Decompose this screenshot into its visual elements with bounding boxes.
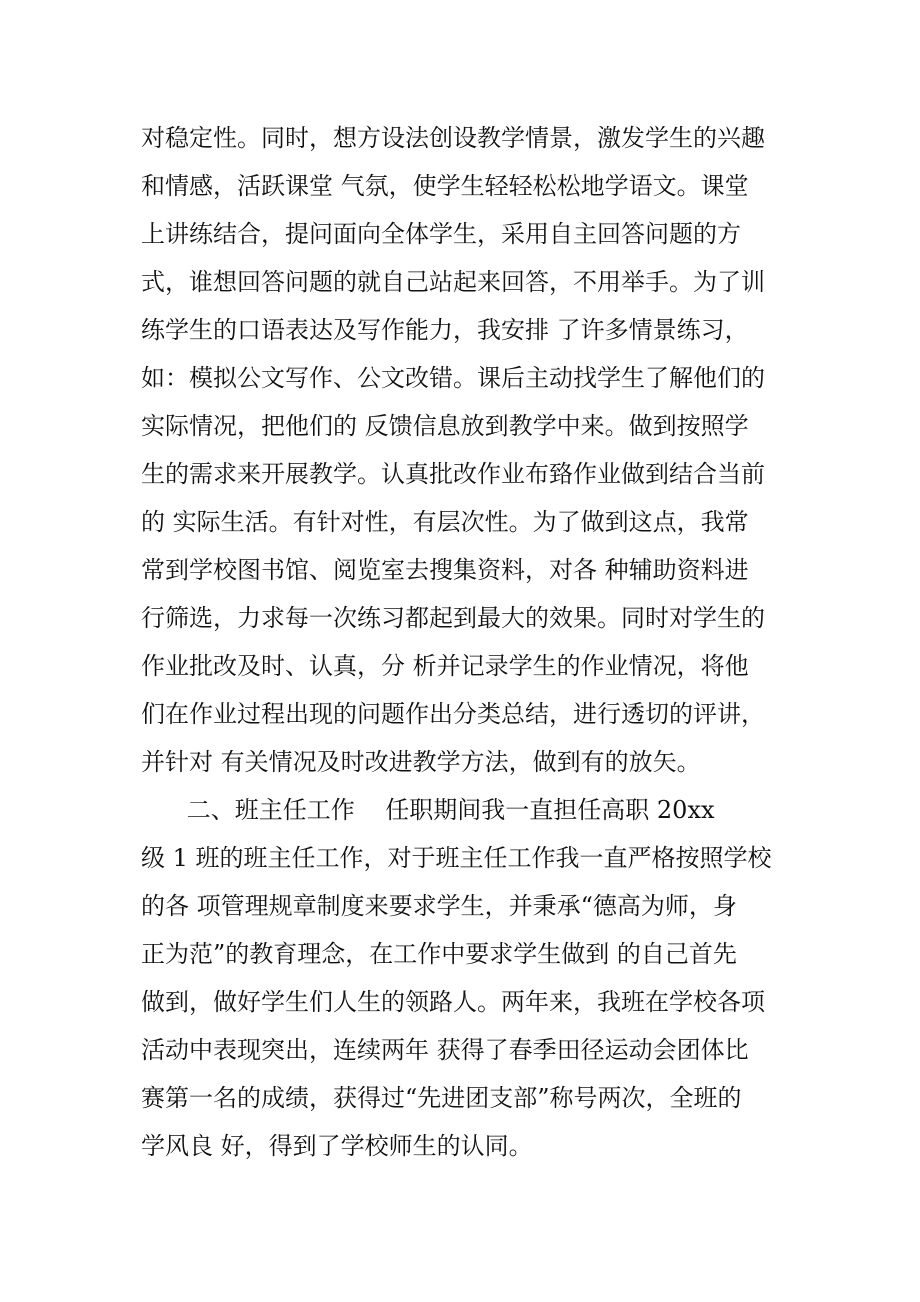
text-line-5: 练学生的口语表达及写作能力，我安排 了许多情景练习，	[141, 316, 749, 344]
text-line-17: 的各 项管理规章制度来要求学生，并秉承“德高为师，身	[141, 892, 737, 920]
text-line-16: 级 1 班的班主任工作，对于班主任工作我一直严格按照学校	[141, 844, 772, 872]
text-line-1: 对稳定性。同时，想方设法创设教学情景，激发学生的兴趣	[141, 124, 765, 152]
text-line-10: 常到学校图书馆、阅览室去搜集资料，对各 种辅助资料进	[141, 556, 749, 584]
section-heading-line: 二、班主任工作 任职期间我一直担任高职 20xx	[141, 796, 715, 824]
text-line-4: 式，谁想回答问题的就自己站起来回答，不用举手。为了训	[141, 268, 765, 296]
text-line-14: 并针对 有关情况及时改进教学方法，做到有的放矢。	[141, 748, 701, 776]
text-line-3: 上讲练结合，提问面向全体学生，采用自主回答问题的方	[141, 220, 741, 248]
text-line-12: 作业批改及时、认真，分 析并记录学生的作业情况，将他	[141, 652, 749, 680]
text-line-18: 正为范”的教育理念，在工作中要求学生做到 的自己首先	[141, 940, 737, 968]
text-line-8: 生的需求来开展教学。认真批改作业布臵作业做到结合当前	[141, 460, 765, 488]
text-line-13: 们在作业过程出现的问题作出分类总结，进行透切的评讲，	[141, 700, 765, 728]
text-line-22: 学风良 好，得到了学校师生的认同。	[141, 1132, 533, 1160]
text-line-9: 的 实际生活。有针对性，有层次性。为了做到这点，我常	[141, 508, 749, 536]
text-line-6: 如：模拟公文写作、公文改错。课后主动找学生了解他们的	[141, 364, 765, 392]
text-line-21: 赛第一名的成绩，获得过“先进团支部”称号两次，全班的	[141, 1084, 742, 1112]
text-line-2: 和情感，活跃课堂 气氛，使学生轻轻松松地学语文。课堂	[141, 172, 749, 200]
text-line-20: 活动中表现突出，连续两年 获得了春季田径运动会团体比	[141, 1036, 749, 1064]
text-line-19: 做到，做好学生们人生的领路人。两年来，我班在学校各项	[141, 988, 765, 1016]
body-text	[141, 114, 791, 1170]
text-line-11: 行筛选，力求每一次练习都起到最大的效果。同时对学生的	[141, 604, 765, 632]
text-line-7: 实际情况，把他们的 反馈信息放到教学中来。做到按照学	[141, 412, 749, 440]
